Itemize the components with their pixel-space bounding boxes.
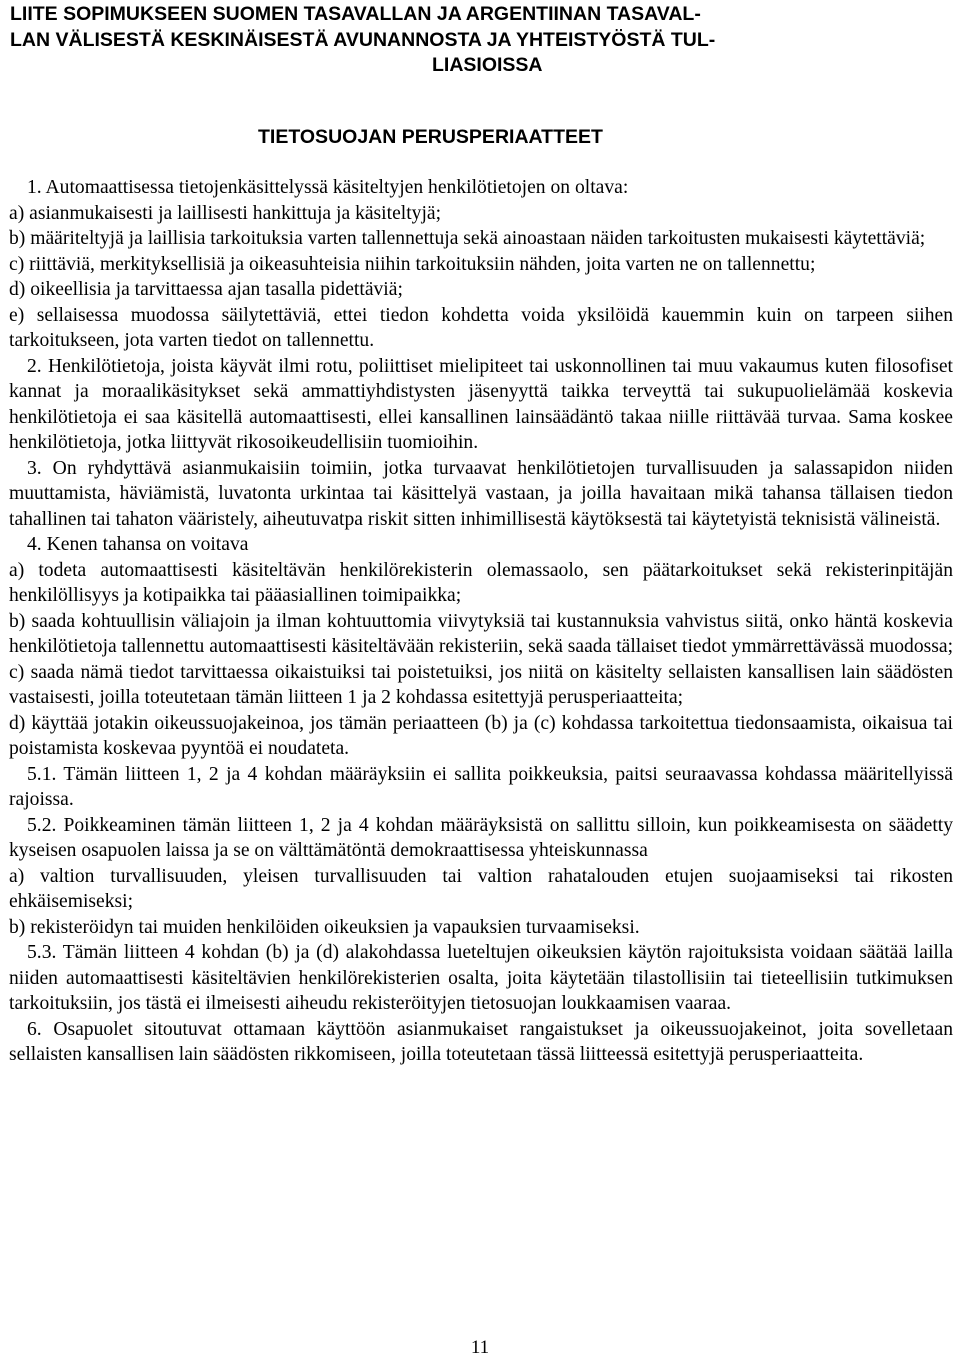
paragraph-4d: d) käyttää jotakin oikeussuojakeinoa, jos tämän periaatteen (b) ja (c) kohdassa tarkoitettua tiedonsaamista, oikaisua tai poistamista koskevaa pyyntöä ei noudateta. (9, 712, 953, 759)
paragraph-1a: a) asianmukaisesti ja laillisesti hankittuja ja käsiteltyjä; (9, 202, 442, 224)
paragraph-5-2b: b) rekisteröidyn tai muiden henkilöiden oikeuksien ja vapauksien turvaamiseksi. (9, 916, 640, 938)
section-heading: TIETOSUOJAN PERUSPERIAATTEET (258, 126, 603, 148)
paragraph-4b: b) saada kohtuullisin väliajoin ja ilman kohtuuttomia viivytyksiä tai kustannuksia vahvistus siitä, onko häntä koskevia henkilötietoja tallennettu automaattisesti käsiteltävään rekisteriin, sekä saada tällaiset tiedot ymmärrettävässä muodossa; (9, 610, 954, 657)
paragraph-5-2: 5.2. Poikkeaminen tämän liitteen 1, 2 ja 4 kohdan määräyksistä on sallittu silloin, kun poikkeamisesta on säädetty kyseisen osapuolen laissa ja se on välttämätöntä demokraattisessa yhteiskunnassa (9, 814, 953, 861)
paragraph-5-3: 5.3. Tämän liitteen 4 kohdan (b) ja (d) alakohdassa lueteltujen oikeuksien käytön rajoituksista voidaan säätää lailla niiden automaattisesti käsiteltävien henkilörekisterien osalta, joita käytetään tilastollisiin tai tieteellisiin tutkimuksen tarkoituksiin, jos tästä ei ilmeisesti aiheudu rekisteröityjen tietosuojan loukkaamisen vaaraa. (9, 942, 953, 1014)
title-line-3: LIASIOISSA (432, 54, 543, 76)
paragraph-5-2a: a) valtion turvallisuuden, yleisen turvallisuuden tai valtion rahatalouden etujen suojaamiseksi tai rikosten ehkäisemiseksi; (9, 865, 953, 912)
paragraph-4a: a) todeta automaattisesti käsiteltävän henkilörekisterin olemassaolo, sen päätarkoitukset sekä rekisterinpitäjän henkilöllisyys ja kotipaikka tai pääasiallinen toimipaikka; (9, 559, 953, 606)
title-line-1: LIITE SOPIMUKSEEN SUOMEN TASAVALLAN JA ARGENTIINAN TASAVAL- (10, 3, 701, 25)
paragraph-1: 1. Automaattisessa tietojenkäsittelyssä käsiteltyjen henkilötietojen on oltava: (27, 177, 629, 198)
title-line-2: LAN VÄLISESTÄ KESKINÄISESTÄ AVUNANNOSTA JA YHTEISTYÖSTÄ TUL- (10, 28, 716, 51)
page-number: 11 (470, 1337, 490, 1358)
paragraph-3: 3. On ryhdyttävä asianmukaisiin toimiin, jotka turvaavat henkilötietojen turvallisuuden ja salassapidon niiden muuttamista, häviämistä, luvatonta urkintaa tai käsittelyä vastaan, ja joilla havaitaan mikä tahansa tällaisen tiedon tahallinen tai tahaton vääristely, aiheutuvatpa riskit sitten inhimillisestä käytöksestä tai käytetyistä teknisistä välineistä. (9, 457, 953, 530)
paragraph-5-1: 5.1. Tämän liitteen 1, 2 ja 4 kohdan määräyksiin ei sallita poikkeuksia, paitsi seuraavassa kohdassa määritellyissä rajoissa. (9, 763, 953, 810)
paragraph-1b: b) määriteltyjä ja laillisia tarkoituksia varten tallennettuja sekä ainoastaan näiden tarkoitusten mukaisesti käytettäviä; (9, 228, 926, 249)
paragraph-4c: c) saada nämä tiedot tarvittaessa oikaistuiksi tai poistetuiksi, jos niitä on käsitelty sellaisten kansallisen lain säädösten vastaisesti, joilla toteutetaan tämän liitteen 1 ja 2 kohdassa esitettyjä perusperiaatteita; (9, 661, 953, 708)
paragraph-1d: d) oikeellisia ja tarvittaessa ajan tasalla pidettäviä; (9, 279, 403, 300)
paragraph-1e: e) sellaisessa muodossa säilytettäviä, ettei tiedon kohdetta voida yksilöidä kauemmin kuin on tarpeen siihen tarkoitukseen, jota varten tiedot on tallennettu. (9, 304, 953, 351)
paragraph-1c: c) riittäviä, merkityksellisiä ja oikeasuhteisia niihin tarkoituksiin nähden, joita varten ne on tallennettu; (9, 253, 816, 275)
paragraph-6: 6. Osapuolet sitoutuvat ottamaan käyttöön asianmukaiset rangaistukset ja oikeussuojakeinot, joita sovelletaan sellaisten kansallisen lain säädösten rikkomiseen, joilla toteutetaan tässä liitteessä esitettyjä perusperiaatteita. (9, 1018, 953, 1065)
document-body (9, 175, 953, 1068)
paragraph-2: 2. Henkilötietoja, joista käyvät ilmi rotu, poliittiset mielipiteet tai uskonnollinen tai muu vakaumus kuten filosofiset kannat ja moraalikäsitykset sekä ammattiyhdistysten jäsenyyttä taikka terveyttä tai sukupuolielämää koskevia henkilötietoja ei saa käsitellä automaattisesti, ellei kansallinen lainsäädäntö takaa niille riittävää turvaa. Sama koskee henkilötietoja, jotka liittyvät rikosoikeudellisiin tuomioihin. (9, 355, 953, 453)
paragraph-4: 4. Kenen tahansa on voitava (27, 534, 249, 555)
document-title (10, 2, 950, 79)
